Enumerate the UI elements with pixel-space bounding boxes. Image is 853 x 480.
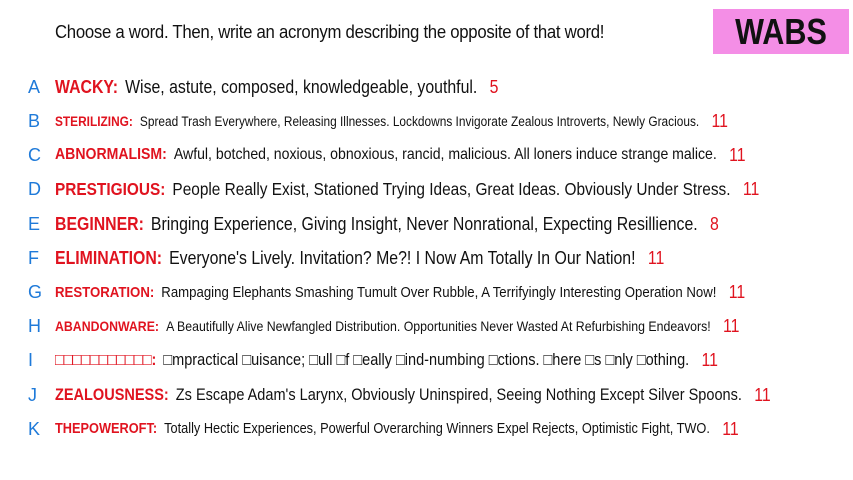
acronym-definition: Rampaging Elephants Smashing Tumult Over Rubble, A Terrifyingly Interesting Operation Now! [161,283,717,301]
chosen-word: STERILIZING: [55,113,133,129]
row-content [55,73,498,101]
acronym-definition: Spread Trash Everywhere, Releasing Illnesses. Lockdowns Invigorate Zealous Introverts, Newly Gracious. [139,113,700,129]
row-letter: K [28,418,41,439]
chosen-word: BEGINNER: [55,213,144,234]
letter-count: 8 [710,213,719,234]
row-letter: A [28,76,41,97]
chosen-word: □□□□□□□□□□□: [55,350,157,369]
row-content [55,175,759,203]
letter-count: 11 [722,418,739,439]
acronym-definition: □mpractical □uisance; □ull □f □eally □ind-numbing □ctions. □here □s □nly □othing. [163,350,690,369]
row-letter: F [28,247,39,268]
row-content [55,278,745,306]
acronym-definition: Wise, astute, composed, knowledgeable, youthful. [125,76,478,97]
letter-count: 11 [723,315,740,336]
acronym-definition: People Really Exist, Stationed Trying Ideas, Great Ideas. Obviously Under Stress. [172,178,731,199]
row-content [55,141,746,169]
row-letter: H [28,315,41,336]
chosen-word: ZEALOUSNESS: [55,385,169,404]
row-letter: C [28,144,41,165]
acronym-definition: A Beautifully Alive Newfangled Distribution. Opportunities Never Wasted At Refurbishing Endeavors! [166,318,711,334]
row-letter: E [28,213,41,234]
acronym-definition: Totally Hectic Experiences, Powerful Overarching Winners Expel Rejects, Optimistic Fight, TWO. [164,421,710,437]
row-letter: G [28,281,43,302]
acronym-definition: Awful, botched, noxious, obnoxious, rancid, malicious. All loners induce strange malice. [173,146,717,163]
chosen-word: ELIMINATION: [55,247,163,268]
row-letter: I [28,349,34,370]
row-content [55,312,739,340]
chosen-word: PRESTIGIOUS: [55,178,166,199]
acronym-definition: Bringing Experience, Giving Insight, Never Nonrational, Expecting Resillience. [150,213,698,234]
instruction-text: Choose a word. Then, write an acronym describing the opposite of that word! [55,22,605,42]
acronym-definition: Zs Escape Adam's Larynx, Obviously Uninspired, Seeing Nothing Except Silver Spoons. [175,385,742,404]
chosen-word: WACKY: [55,76,119,97]
row-letter: B [28,110,41,131]
letter-count: 11 [754,384,771,405]
letter-count: 11 [711,110,728,131]
chosen-word: ABNORMALISM: [55,146,167,163]
chosen-word: ABANDONWARE: [55,318,160,334]
row-letter: D [28,178,41,199]
letter-count: 5 [489,76,499,97]
row-content [55,244,664,272]
letter-count: 11 [742,178,760,199]
row-content [55,107,728,135]
row-letter: J [28,384,37,405]
row-content [55,381,771,409]
chosen-word: THEPOWEROFT: [55,421,158,437]
row-content [55,210,719,238]
row-content [55,415,739,443]
letter-count: 11 [647,247,665,268]
badge-label: WABS [735,10,827,52]
letter-count: 11 [728,281,746,302]
row-content [55,346,718,374]
letter-count: 11 [701,349,718,370]
chosen-word: RESTORATION: [55,283,155,301]
letter-count: 11 [729,144,746,165]
acronym-definition: Everyone's Lively. Invitation? Me?! I Now Am Totally In Our Nation! [169,247,636,268]
wabs-badge [713,9,849,54]
